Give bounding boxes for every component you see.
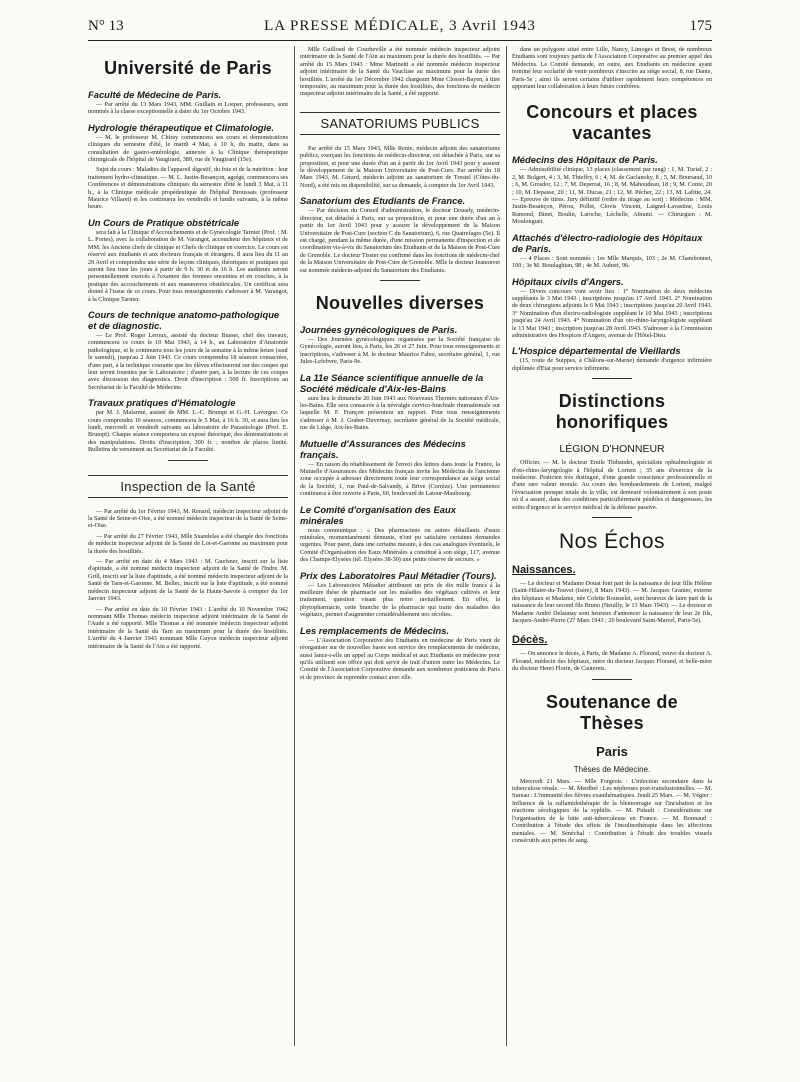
article-heading: L'Hospice départemental de Vieillards [512,345,681,357]
article-text: sera fait à la Clinique d'Accouchements et de Gynécologie Tarnier (Prof. : M. L. Portes), avec la collaboration de M. Varangot, accoucheur des hôpitaux et de MM. les Anciens chefs de clinique et Chefs de clinique en exercice. Le cours est réservé aux étudiants et aux docteurs français et étrangers. Il aura lieu du 11 au 29 Avril et comprendra une série de leçons cliniques, théoriques et pratiques qui auront lieu tous les jours à partir de 9 h. 30 et de 16 h. Les auditeurs seront personnellement exercés à l'examen des femmes enceintes et en couches, à la pratique des accouchements et aux manœuvres obstétricales. Un certificat sera donné à l'issue de ce cours. Pour tous renseignements s'adresser à M. Varangot, à la Clinique Tarnier. [88,228,288,303]
section-title-universite: Université de Paris [104,58,272,78]
article-text: — Par arrêté du 1er Février 1943, M. Renard, médecin inspecteur adjoint de la Santé de Seine-et-Oise, a été nommé médecin inspecteur de la Santé de Seine-et-Oise. [88,507,288,530]
concours-articles [512,154,712,372]
column-1 [88,46,288,1046]
article-heading: Le Comité d'organisation des Eaux minérales [300,503,456,526]
article-heading: Faculté de Médecine de Paris. [88,89,222,100]
article-text: Par arrêté du 15 Mars 1943, Mlle Renie, médecin adjoint des sanatoriums publics, exerçant les fonctions de médecin-directeur, est détachée à Paris, sur sa proposition, et pour une durée d'un an à partir du 1er Avril 1943 pour y assurer le développement de la Maison Universitaire de Post-Cure. Par arrêté du 18 Mars 1943, M. Gérard, médecin adjoint au sanatorium de Trestel (Côtes-du-Nord), a été mis en disponibilité, sur sa demande, à compter du 1er Avril 1943. [300,144,500,189]
section-title-inspection: Inspection de la Santé [88,475,288,498]
article-text: — L'Association Corporative des Etudiants en médecine de Paris vient de réorganiser sur de nouvelles bases son service des remplacements de médecins, aussi lance-t-elle un appel au Corps médical et aux Etudiants en médecine pour qu'ils utilisent son office qui doit servir de trait d'union entre les Médecins. Le Comité de l'Association Corporative demande aux nombreux praticiens de Paris et de province de reprendre contact avec elle. [300,636,500,681]
section-title-echos: Nos Échos [558,530,666,553]
article-text: dans un polygone situé entre Lille, Nancy, Limoges et Brest, de nombreux Étudiants sont toujours partis de l'Association Corporative au premier appel des Médecins. Le Comité demande, en outre, aux Etudiants en médecine ayant terminé leur scolarité de venir nombreux s'inscrire au siège social, 8, rue Dante, Paris-5e ; ainsi ils seront certains d'utiliser rapidement leurs compétences en apportant leur collaboration à leurs futurs confrères. [512,46,712,91]
deces-text: — On annonce le décès, à Paris, de Madame A. Florand, veuve du docteur A. Florand, médecin des hôpitaux, mère du docteur Jacques Florand, et belle-mère du docteur Henri Florin, de Cauterets. [512,650,712,673]
article-heading: Les remplacements de Médecins. [300,624,450,636]
legion-heading: LÉGION D'HONNEUR [559,443,665,456]
article-text: — Divers concours vont avoir lieu : 1° Nomination de deux médecins suppléants le 3 Mai 1943 ; inscriptions jusqu'au 17 Avril 1943. 2° Nomination de deux chirurgiens adjoints le 6 Mai 1943 ; inscriptions jusqu'au 20 Avril 1943. 3° Nomination d'un électro-radiologiste suppléant le 10 Mai 1943 ; inscriptions jusqu'au 24 Avril 1943. 4° Nomination d'un oto-rhino-laryngologiste suppléant le 13 Mai 1943 ; inscription jusqu'au 28 Avril 1943. S'adresser à la Commission administrative des Hospices d'Angers, avenue de l'Hôtel-Dieu. [512,287,712,339]
article-text: — Par arrêté en date du 10 Février 1943 : L'arrêté du 10 Novembre 1942 nommant Mlle Thomas médecin inspecteur adjoint intérimaire de la Santé de l'Aude a été rapporté. Mlle Thomas a été nommée médecin inspecteur adjoint intérimaire de la Santé du Tarn au maximum pour la durée des hostilités. L'arrêté du 4 Janvier 1943 nommant Mlle Guyon médecin inspecteur adjoint intérimaire de la Santé de l'Ain a été rapporté. [88,605,288,650]
deces-heading: Décès. [512,634,548,647]
page-header [0,18,800,40]
article-heading: Cours de technique anatomo-pathologique et de diagnostic. [88,308,280,331]
sanatoriums-articles [300,145,500,274]
section-title-distinctions: Distinctions honorifiques [555,391,669,433]
separator [592,679,632,680]
article-text: — Admissibilité clinique, 13 places (classement par rang) : 1, M. Turiaf, 2 ; 2, M. Bolgert, 4 ; 3, M. Thieffry, 6 ; 4, M. de Gaclanoky, 8 ; 5, M. Boursaud, 10 ; 6, M. Grosdor, 12 ; 7, M. Deperrat, 16 ; 8, M. Mahoudeau, 18 ; 9, M. Conte, 20 ; 10, M. Depasse, 20 ; 11, M. Ducas, 21 ; 12, M. Pécher, 22 ; 13, M. Lafitte, 24. — Epreuve de titres. Jury définitif (ordre du tirage au sort) : Médecins : MM. Justin-Besançon, Pérou, Pollet, Clovis Vincent, Laignel-Lavastine, Louis Ramond, Binet, Boulin, Laroche, Léchelle, Abrami. — Chirurgien : M. Moulonguet. [512,166,712,226]
article-text: — Par arrêté en date du 4 Mars 1943 : M. Guefsner, inscrit sur la liste d'aptitude, a été nommé médecin inspecteur adjoint de la Santé de l'Indre. M. Grill, inscrit sur la liste d'aptitude, a été nommé médecin inspecteur adjoint de la Santé de Tarn-et-Garonne. M. Bellec, inscrit sur la liste d'aptitude, a été nommé médecin inspecteur adjoint de la Santé de la Haute-Savoie à compter du 1er Janvier 1943. [88,558,288,603]
header-rule [88,40,712,41]
separator [168,460,208,461]
article-text: — Le Prof. Roger Leroux, assisté du docteur Busser, chef des travaux, commencera ce cours le 10 Mai 1943, à 14 h., au Laboratoire d'Anatomie pathologique, et le continuera tous les jours de la semaine à la même heure (sauf le samedi), jusqu'au 2 Juin 1943. Ce cours comprendra 18 séances consacrées, d'une part, à la technique courante que les élèves effectueront sur des coupes qui leur seront fournies par le Laboratoire ; d'autre part, à la lecture de ces coupes avec discussion des diagnostics. Droit d'inscription : 500 fr. Inscriptions au Secrétariat de la Faculté de Médecine. [88,331,288,391]
article-heading: Mutuelle d'Assurances des Médecins français. [300,437,466,460]
naissances-heading: Naissances. [512,564,576,576]
article-text: par M. J. Malarmé, assisté de MM. L.-C. Brumpt et G.-H. Lavergne. Ce cours comprendra 10 séances, commencera le 5 Mai, à 16 h. 30, et aura lieu les lundi, mercredi et vendredi suivants au laboratoire de Parasitologie (Prof. E. Brumpt). Chaque séance comportera un exposé théorique, des démonstrations et des manipulations. Droits d'inscription, 300 fr. ; nombre de places limité. Bulletins de versement au Secrétariat de la Faculté. [88,409,288,454]
publication-title: LA PRESSE MÉDICALE, 3 Avril 1943 [264,18,536,34]
continued-articles [300,46,500,98]
article-text: Mlle Guilloud de Courbeville a été nommée médecin inspecteur adjoint intérimaire de la Santé de l'Ain au maximum pour la durée des hostilités. — Par arrêté du 15 Mars 1943 : Mme Marinetti a été nommée médecin inspecteur adjoint intérimaire de la Santé du Vaucluse au maximum pour la durée des hostilités. L'arrêté du 1er Décembre 1942 chargeant Mme Closset-Bayen, à titre temporaire, au maximum pour la durée des hostilités, des fonctions de médecin inspecteur adjoint intérimaire de la Santé, a été rapporté. [300,46,500,98]
article-heading: Attachés d'électro-radiologie des Hôpitaux de Paris. [512,231,703,254]
separator [592,517,632,518]
article-heading: La 11e Séance scientifique annuelle de la Société médicale d'Aix-les-Bains [300,371,484,394]
article-text: — Par arrêté du 27 Février 1943, Mlle Sxandelas a été chargée des fonctions de médecin inspecteur adjoint de la Santé de Lot-et-Garonne au maximum pour la durée des hostilités. [88,532,288,555]
section-title-sanatoriums: SANATORIUMS PUBLICS [300,112,500,135]
naissances-text: — Le docteur et Madame Douat font part de la naissance de leur fille Hélène (Saint-Hilaire-du-Touvet (Isère), 8 Mars 1943). — M. Jacques Granier, externe des hôpitaux et Madame, née Colette Rousselet, sont heureux de faire part de la naissance de leur second fils Bruno (Neuilly, le 13 Mars 1943). — Le docteur et Madame André Delaunay sont heureux d'annoncer la naissance de leur 2e fils, Jacques-André-Pierre (27 Mars 1943 ; 20 boulevard Saint-Marcel, Paris-5e). [512,580,712,625]
universite-articles [88,89,288,454]
separator [592,378,632,379]
nouvelles-articles [300,324,500,681]
article-heading: Prix des Laboratoires Paul Métadier (Tours). [300,569,497,581]
article-text: Sujet du cours : Maladies de l'appareil digestif, du foie et de la nutrition : leur traitement hydro-climatique. — M. L. Justin-Besançon, agrégé, commencera ses Conférences et démonstrations cliniques du semestre d'été le lundi 3 Mai, à 11 h., à la Clinique médicale propédeutique de l'hôpital Broussais (professeur Maurice Villaret) et les continuera les vendredis et lundis suivants, à la même heure. [88,166,288,211]
theses-subheading: Thèses de Médecine. [573,764,651,774]
separator [380,280,420,281]
section-title-concours: Concours et places vacantes [526,102,698,144]
column-divider [506,46,507,1046]
article-text: nous communique : « Des pharmaciens ou autres détaillants d'eaux minérales, momentanément démunis, n'ont pu satisfaire certaines demandes urgentes. Pour parer, dans une certaine mesure, à des cas analogues éventuels, le Comité d'Organisation des Eaux Minérales a constitué à son siège, 117, avenue des Champs-Elysées (tél. Elysées 38-30) une petite réserve de secours. » [300,526,500,564]
article-heading: Journées gynécologiques de Paris. [300,323,458,335]
article-heading: Médecins des Hôpitaux de Paris. [512,154,658,166]
theses-city: Paris [596,743,628,759]
section-title-nouvelles: Nouvelles diverses [315,292,485,313]
article-text: — En raison du rétablissement de l'envoi des lettres dans toute la France, la Mutuelle d'Assurances des Médecins français invite les Médecins de l'ancienne zone occupée à adresser directement toute leur correspondance au siège social de la Société, 1, rue Paul-de-Salvandy, à Brive (Corrèze). Une permanence continuera à être ouverte à Paris, 60, boulevard de Latour-Maubourg. [300,460,500,498]
article-text: — Par arrêté du 13 Mars 1943, MM. Guillain et Loeper, professeurs, sont nommés à la classe exceptionnelle à dater du 1er Octobre 1943. [88,101,288,116]
article-text: — 4 Places : Sont nommés : 1re Mlle Marquis, 103 ; 2e M. Chambonnet, 100 ; 3e M. Boudaghian, 98 ; 4e M. Aubert, 96. [512,254,712,270]
page-number: 175 [689,18,712,34]
column-divider [294,46,295,1046]
article-text: — Par décision du Conseil d'administration, le docteur Douady, médecin-directeur, est détaché à Paris, sur sa proposition, et pour une durée d'un an à partir du 1er Avril 1943 pour y assurer le développement de la Maison Universitaire de Post-Cure (section C du Sanatorium), 6, rue Quatrefages (5e). Il est chargé, pendant la même durée, d'une mission permanente d'inspection et de coordination vis-à-vis du Sanatorium des Etudiants et de la Maison de Post-Cure de Grenoble. Le docteur Tissier est confirmé dans les fonctions de médecin-chef de la Maison Universitaire de Post-Cure de Grenoble. Mlle le docteur Jeanonvet est nommée médecin-adjoint du Sanatorium des Etudiants. [300,207,500,274]
article-heading: Hôpitaux civils d'Angers. [512,275,624,287]
column-3 [512,46,712,1046]
article-heading: Hydrologie thérapeutique et Climatologie. [88,121,274,133]
article-heading: Un Cours de Pratique obstétricale [88,216,240,228]
column-2 [300,46,500,1046]
article-text: — M. le professeur M. Chiray commencera ses cours et démonstrations cliniques du semestre d'été, le mardi 4 Mai, à 10 h, du matin, dans sa consultation de gastro-entérologie, annexée à la Clinique thérapeutique chirurgicale de l'hôpital de Vaugirard, 389, rue de Vaugirard (15e). [88,133,288,164]
section-title-theses: Soutenance de Thèses [546,691,678,733]
article-text: — Des Journées gynécologiques organisées par la Société française de Gynécologie, auront lieu, à Paris, les 26 et 27 Juin. Pour tous renseignements et inscriptions, s'adresser à M. le docteur Maurice Fabre, secrétaire général, 1, rue Jules-Lefebvre, Paris-9e. [300,335,500,366]
issue-number: N° 13 [88,18,124,34]
article-heading: Sanatorium des Etudiants de France. [300,195,466,207]
inspection-articles [88,508,288,650]
article-text: — Les Laboratoires Métadier attribuent un prix de dix mille francs à la meilleure thèse de pharmacie sur les maladies des végétaux cultivés et leur traitement, question visant plus notre ravitaillement. En effet, la phytopharmacie, cette branche de la pharmacie qui traite des maladies des végétaux, permet d'augmenter considérablement nos récoltes. [300,581,500,619]
continued-articles [512,46,712,90]
theses-text: Mercredi 21 Mars. — Mlle Forgeois : L'infection secondaire dans la tuberculose rénale. — M. Merdbel : Les néphroses post-transfusionnelles. — M. Sureau : L'immunité des fièvres exanthématiques. Jeudi 25 Mars. — M. Végier : Influence de la sulfamidothérapie de la blennorragie sur l'incubation et les réactions sérologiques de la syphilis. — M. Pidault : Considérations sur l'organisation de la lutte anti-tuberculeuse en France. — M. Bonnaud : Contribution à l'étude des effets de l'insulinothérapie dans les affections mentales. — M. Sénéchal : Contribution à l'étude des troubles visuels consécutifs aux pertes de sang. [512,777,712,844]
distinction-text: Officier. — M. le docteur Emile Thibaudet, spécialiste ophtalmologiste et d'oto-rhino-laryngologie à l'hôpital de Lorient ; 35 ans d'exercice de la médecine. Praticien très distingué, d'une grande conscience professionnelle et d'une rare valeur morale. Au cours des bombardements de Lorient, malgré l'évacuation presque totale de la ville, est demeuré volontairement à son poste où il a assuré, dans des conditions particulièrement pénibles et dangereuses, les soins d'urgence et le service médical de la défense passive. [512,459,712,511]
article-text: aura lieu le dimanche 20 Juin 1943 aux Nouveaux Thermes nationaux d'Aix-les-Bains. Elle sera consacrée à la névralgie cervico-brachiale rhumatismale sur laquelle M. F. Françon présentera un rapport. Pour tous renseignements s'adresser à M. J. Graber-Duvernay, secrétaire général de la Société médicale, rue de Liège, Aix-les-Bains. [300,394,500,432]
article-text: (15, route de Suippes, à Châlons-sur-Marne) demande d'urgence infirmière diplômée d'Etat pour service infirmerie. [512,357,712,372]
article-heading: Travaux pratiques d'Hématologie [88,397,236,409]
